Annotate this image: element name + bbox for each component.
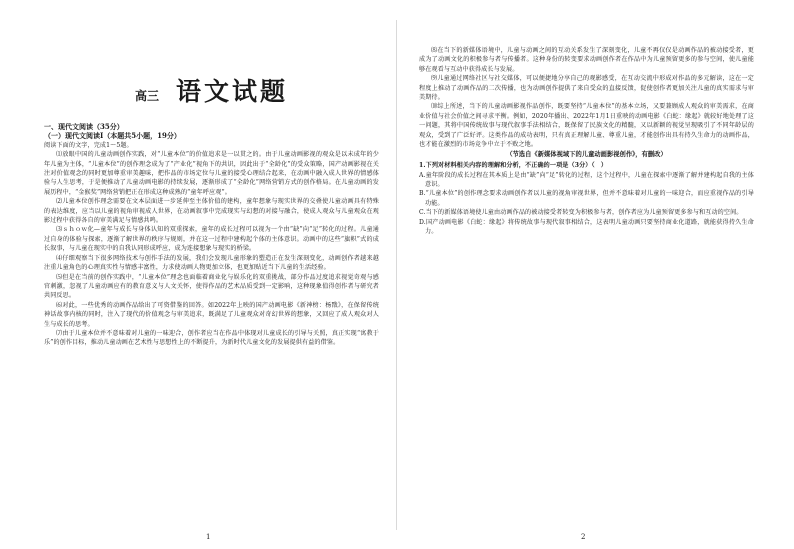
page-number: 1 (206, 533, 211, 541)
answer-option-c: C.当下的新媒体语境使儿童由动画作品的被动接受者转变为积极参与者，创作者应为儿童预留更多参与和互动的空间。 (419, 209, 743, 217)
question-stem: 1.下列对材料相关内容的理解和分析，不正确的一项是（3分）（ ） (419, 162, 608, 170)
title-row (44, 72, 379, 108)
article-paragraph: ⑻在当下的新媒体语境中，儿童与动画之间的互动关系发生了深刻变化，儿童不再仅仅是动画作品的被动接受者，更成为了动画文化的积极参与者与传播者。这种身份的转变要求动画创作者在作品中为儿童预留更多的参与空间，使儿童能够在观看与互动中获得成长与发展。 (419, 47, 754, 73)
right-page (397, 0, 794, 549)
article-paragraph: ⑷仔细观察当下很多网络技术与创作手法的发展，我们会发现儿童形象的塑造正在发生深刻变化，动画创作者越来越注重儿童角色的心理真实性与情感丰富性，力求使动画人物更加立体，也更加贴近当下儿童的生活经验。 (44, 254, 379, 272)
answer-option-d: D.国产动画电影《白蛇：缘起》将传统故事与现代叙事相结合，这表明儿童动画只要坚持商业化道路，就能获得持久生命力。 (419, 218, 754, 236)
article-paragraph: ⑴放眼中国的儿童动画创作实践，对“儿童本位”的价值追求是一以贯之的。由于儿童动画影视的观众是以未成年的少年儿童为主体，“儿童本位”的创作理念成为了“产业化”视角下的共识，因此出于“全龄化”的受众策略，国产动画影视在关注对价值观念的同时更加尊重审美趣味，把作品的市场定位与儿童的接受心理结合起来，在动画中融入成人世界的情感体验与人生思考，于是便推动了儿童动画电影的持续发展，逐渐形成了“全龄化”网络营销方式的创作格局。在儿童动画的发展历程中，“金猴奖”网络营销把正在形成这种成熟的“童年呼应观”。 (44, 151, 379, 196)
section-heading: 一、现代文阅读（35分） (44, 122, 124, 131)
sub-section-heading: （一）现代文阅读Ⅰ（本题共5小题，19分） (44, 131, 181, 141)
article-source: （节选自《新媒体视域下的儿童动画影视创作》，有删改） (506, 151, 667, 159)
article-paragraph: ⑹对此，一些优秀的动画作品给出了可资借鉴的回答。如2022年上映的国产动画电影《新神榜：杨戬》，在保留传统神话故事内核的同时，注入了现代的价值观念与审美追求，既满足了儿童观众对奇幻世界的想象，又回应了成人观众对人生与成长的思考。 (44, 301, 379, 328)
article-paragraph: ⑼儿童通过网络社区与社交媒体，可以便捷地分享自己的观影感受，在互动交流中形成对作品的多元解读，这在一定程度上推动了动画作品的二次传播，也为动画创作提供了来自受众的直接反馈，促使创作者更加关注儿童的真实需求与审美期待。 (419, 75, 754, 102)
answer-option-a: A.童年阶段的成长过程在其本质上是由“缺”向“足”转化的过程，这个过程中，儿童在探索中逐渐了解并建构起自我的主体意识。 (419, 171, 754, 189)
article-paragraph: ⑺由于儿童本位并不意味着对儿童的一味迎合，创作者应当在作品中体现对儿童成长的引导与关照，真正实现“寓教于乐”的创作目标，推动儿童动画在艺术性与思想性上的不断提升，为新时代儿童文化的发展提供有益的借鉴。 (44, 329, 379, 347)
article-paragraph: ⑸但是在当前的创作实践中，“儿童本位”理念也面临着商业化与娱乐化的双重挑战，部分作品过度追求视觉奇观与感官刺激，忽视了儿童动画应有的教育意义与人文关怀，使得作品的艺术品质受到一定影响，这种现象值得创作者与研究者共同反思。 (44, 273, 379, 300)
reading-instruction: 阅读下面的文字，完成1～5题。 (44, 141, 133, 149)
answer-option-b: B.“儿童本位”的创作理念要求动画创作者以儿童的视角审视世界，但并不意味着对儿童的一味迎合，而应重视作品的引导功能。 (419, 190, 754, 207)
grade-label: 高三 (134, 89, 159, 103)
page-title: 语文试题 (176, 77, 289, 106)
article-paragraph: ⑶ｓｈｏｗ化—童年与成长与身体认知的双重探索，童年的成长过程可以视为一个由“缺”向“足”转化的过程。儿童通过自身的体验与探索，逐渐了解世界的秩序与规则，并在这一过程中建构起个体的主体意识。动画中的这些“旗帜”式的成长叙事，与儿童在现实中的自我认同形成呼应，成为连接想象与现实的桥梁。 (44, 226, 379, 253)
page-number: 2 (581, 533, 586, 541)
article-paragraph: ⑵儿童本位创作理念需要在文本层面进一步延伸至主体价值的建构，童年想象与现实世界的交叠使儿童动画具有特殊的表达维度，应当以儿童的视角审视成人世界，在动画叙事中完成现实与幻想的对接与融合，使成人观众与儿童观众在观影过程中获得各自的审美满足与情感共鸣。 (44, 198, 379, 225)
article-paragraph: ⑽综上所述，当下的儿童动画影视作品创作，既要坚持“儿童本位”的基本立场，又要兼顾成人观众的审美需求，在商业价值与社会价值之间寻求平衡。例如，2020年播出、2022年1月1日重映的动画电影《白蛇：缘起》就较好地处理了这一问题，其将中国传统故事与现代叙事手法相结合，既保留了民族文化的精髓，又以新颖的视觉呈现吸引了不同年龄层的观众，受到了广泛好评。这类作品的成功表明，只有真正理解儿童、尊重儿童，才能创作出具有持久生命力的动画作品，也才能在激烈的市场竞争中立于不败之地。 (419, 103, 754, 149)
